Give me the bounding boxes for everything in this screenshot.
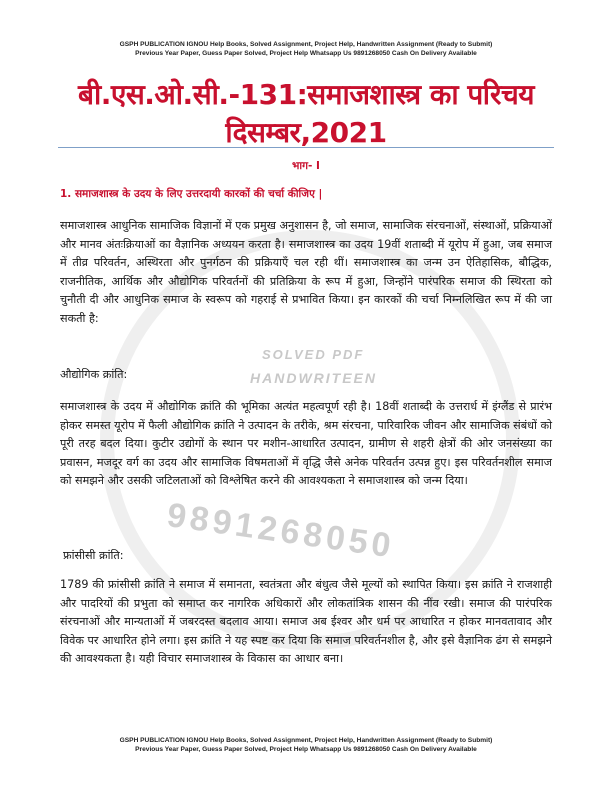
question-heading: 1. समाजशास्त्र के उदय के लिए उत्तरदायी कारकों की चर्चा कीजिए | — [60, 188, 323, 200]
part-label: भाग- I — [292, 160, 320, 172]
watermark-phone: 9891268050 — [164, 496, 397, 566]
intro-paragraph: समाजशास्त्र आधुनिक सामाजिक विज्ञानों में एक प्रमुख अनुशासन है, जो समाज, सामाजिक संरचनाओं, संस्थाओं, प्रक्रियाओं और मानव अंतःक्रियाओं का वैज्ञानिक अध्ययन करता है। समाजशास्त्र का उदय 19वीं शताब्दी में यूरोप में हुआ, जब समाज में तीव्र परिवर्तन, अस्थिरता और पुनर्गठन की प्रक्रियाएँ चल रही थीं। समाजशास्त्र का जन्म उन ऐतिहासिक, बौद्धिक, राजनीतिक, आर्थिक और औद्योगिक परिवर्तनों की प्रतिक्रिया के रूप में हुआ, जिन्होंने पारंपरिक समाज की स्थिरता को चुनौती दी और आधुनिक समाज के स्वरूप को गहराई से प्रभावित किया। इन कारकों की चर्चा निम्नलिखित रूप में की जा सकती है: — [60, 219, 552, 325]
page-header — [0, 40, 612, 58]
page-footer — [0, 736, 612, 754]
title-line-1: बी.एस.ओ.सी.-131:समाजशास्त्र का परिचय — [77, 78, 534, 111]
footer-line-2: Previous Year Paper, Guess Paper Solved, Project Help Whatsapp Us 9891268050 Cash On Delivery Available — [135, 746, 477, 753]
page-title — [0, 76, 612, 152]
title-divider — [58, 147, 554, 148]
header-line-2: Previous Year Paper, Guess Paper Solved, Project Help Whatsapp Us 9891268050 Cash On Delivery Available — [135, 50, 477, 57]
french-paragraph: 1789 की फ्रांसीसी क्रांति ने समाज में समानता, स्वतंत्रता और बंधुत्व जैसे मूल्यों को स्थापित किया। इस क्रांति ने राजशाही और पादरियों की प्रभुता को समाप्त कर नागरिक अधिकारों और लोकतांत्रिक शासन की नींव रखी। समाज की पारंपरिक संरचनाओं और मान्यताओं में जबरदस्त बदलाव आया। समाज अब ईश्वर और धर्म पर आधारित न होकर मानवतावाद और विवेक पर आधारित होने लगा। इस क्रांति ने यह स्पष्ट कर दिया कि समाज परिवर्तनशील है, और इसे वैज्ञानिक ढंग से समझने की आवश्यकता है। यही विचार समाजशास्त्र के विकास का आधार बना। — [60, 578, 552, 666]
watermark-handwritten: HANDWRITEEN — [250, 370, 377, 386]
header-line-1: GSPH PUBLICATION IGNOU Help Books, Solved Assignment, Project Help, Handwritten Assignment (Ready to Submit) — [119, 41, 493, 48]
title-line-2: दिसम्बर,2021 — [225, 116, 387, 149]
industrial-paragraph: समाजशास्त्र के उदय में औद्योगिक क्रांति की भूमिका अत्यंत महत्वपूर्ण रही है। 18वीं शताब्दी के उत्तरार्ध में इंग्लैंड से प्रारंभ होकर समस्त यूरोप में फैली औद्योगिक क्रांति ने उत्पादन के तरीके, श्रम संरचना, पारिवारिक जीवन और सामाजिक संबंधों को पूरी तरह बदल दिया। कुटीर उद्योगों के स्थान पर मशीन-आधारित उत्पादन, ग्रामीण से शहरी क्षेत्रों की ओर जनसंख्या का प्रवासन, मजदूर वर्ग का उदय और सामाजिक विषमताओं में वृद्धि जैसे अनेक परिवर्तन उत्पन्न हुए। इस परिवर्तनशील समाज को समझने और उसकी जटिलताओं को विश्लेषित करने की आवश्यकता ने समाजशास्त्र को जन्म दिया। — [60, 400, 552, 488]
footer-line-1: GSPH PUBLICATION IGNOU Help Books, Solved Assignment, Project Help, Handwritten Assignment (Ready to Submit) — [119, 737, 493, 744]
french-heading: फ्रांसीसी क्रांति: — [63, 549, 124, 562]
watermark-solved: SOLVED PDF — [262, 347, 365, 362]
industrial-heading: औद्योगिक क्रांति: — [60, 368, 128, 381]
